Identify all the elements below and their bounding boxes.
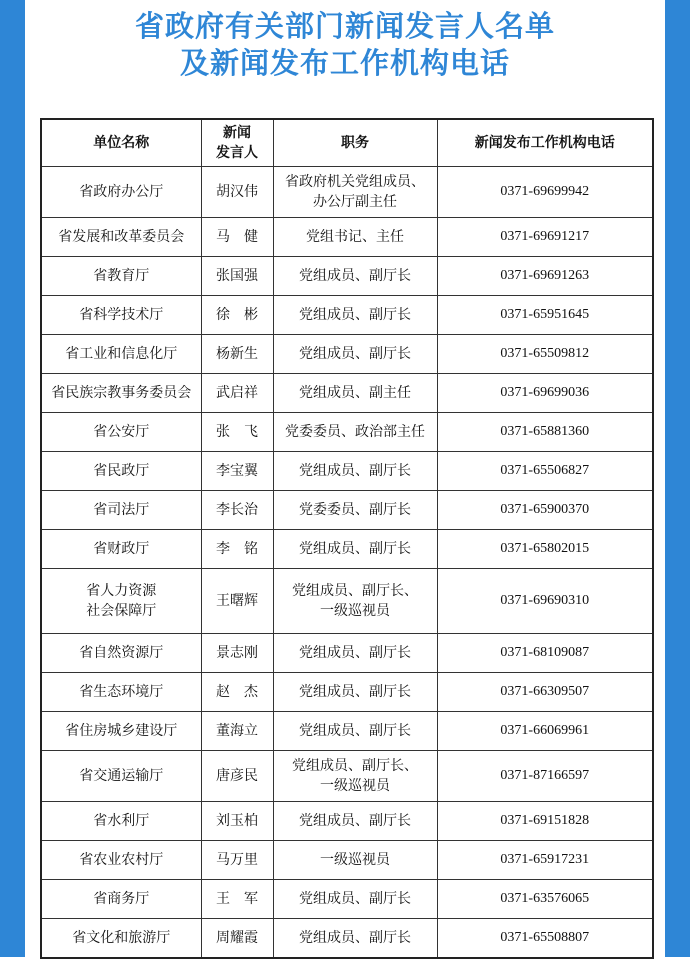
cell-phone: 0371-65802015: [437, 530, 653, 569]
table-row: [41, 167, 653, 218]
cell-unit: 省民族宗教事务委员会: [41, 374, 201, 413]
cell-spokesperson: 马 健: [201, 218, 273, 257]
table-row: [41, 919, 653, 959]
cell-position: 党组成员、副厅长: [273, 257, 437, 296]
cell-position: 党组成员、副厅长: [273, 335, 437, 374]
table-row: [41, 530, 653, 569]
cell-phone: 0371-69699036: [437, 374, 653, 413]
cell-position: 党组成员、副厅长: [273, 634, 437, 673]
cell-phone: 0371-65917231: [437, 841, 653, 880]
cell-phone: 0371-69690310: [437, 569, 653, 634]
table-row: [41, 802, 653, 841]
cell-spokesperson: 张国强: [201, 257, 273, 296]
cell-position: 一级巡视员: [273, 841, 437, 880]
cell-spokesperson: 武启祥: [201, 374, 273, 413]
cell-unit: 省科学技术厅: [41, 296, 201, 335]
cell-unit: 省住房城乡建设厅: [41, 712, 201, 751]
cell-unit: 省商务厅: [41, 880, 201, 919]
spokesperson-table: [40, 118, 654, 959]
cell-spokesperson: 徐 彬: [201, 296, 273, 335]
cell-unit: 省教育厅: [41, 257, 201, 296]
cell-position: 党组成员、副厅长: [273, 452, 437, 491]
cell-position: 党组成员、副厅长: [273, 880, 437, 919]
header-position: 职务: [273, 119, 437, 167]
cell-spokesperson: 李 铭: [201, 530, 273, 569]
cell-spokesperson: 张 飞: [201, 413, 273, 452]
cell-position: 党组成员、副厅长: [273, 530, 437, 569]
cell-unit: 省交通运输厅: [41, 751, 201, 802]
cell-spokesperson: 胡汉伟: [201, 167, 273, 218]
cell-position: 党组成员、副厅长: [273, 712, 437, 751]
table-row: [41, 374, 653, 413]
cell-phone: 0371-65506827: [437, 452, 653, 491]
table-row: [41, 634, 653, 673]
cell-unit: 省司法厅: [41, 491, 201, 530]
cell-unit: 省财政厅: [41, 530, 201, 569]
table-body: [41, 167, 653, 959]
cell-phone: 0371-65509812: [437, 335, 653, 374]
cell-unit: 省人力资源 社会保障厅: [41, 569, 201, 634]
cell-spokesperson: 周耀霞: [201, 919, 273, 959]
cell-spokesperson: 李宝翼: [201, 452, 273, 491]
table-row: [41, 452, 653, 491]
cell-unit: 省发展和改革委员会: [41, 218, 201, 257]
cell-unit: 省民政厅: [41, 452, 201, 491]
cell-position: 党组成员、副厅长: [273, 919, 437, 959]
header-spokesperson: 新闻 发言人: [201, 119, 273, 167]
cell-spokesperson: 王曙辉: [201, 569, 273, 634]
table-row: [41, 569, 653, 634]
table-row: [41, 491, 653, 530]
cell-unit: 省自然资源厅: [41, 634, 201, 673]
title-line-2: 及新闻发布工作机构电话: [179, 46, 510, 80]
title-line-1: 省政府有关部门新闻发言人名单: [134, 9, 555, 43]
cell-phone: 0371-69691217: [437, 218, 653, 257]
header-phone: 新闻发布工作机构电话: [437, 119, 653, 167]
cell-phone: 0371-65881360: [437, 413, 653, 452]
cell-phone: 0371-68109087: [437, 634, 653, 673]
cell-position: 党组成员、副厅长: [273, 673, 437, 712]
cell-position: 党组成员、副厅长: [273, 802, 437, 841]
page-title: [25, 8, 665, 82]
cell-position: 党组成员、副厅长、 一级巡视员: [273, 751, 437, 802]
cell-spokesperson: 景志刚: [201, 634, 273, 673]
cell-spokesperson: 杨新生: [201, 335, 273, 374]
table-row: [41, 673, 653, 712]
cell-phone: 0371-66069961: [437, 712, 653, 751]
right-accent-bar: [665, 0, 690, 957]
spokesperson-table-container: [40, 118, 652, 959]
cell-unit: 省文化和旅游厅: [41, 919, 201, 959]
cell-phone: 0371-65900370: [437, 491, 653, 530]
table-header-row: [41, 119, 653, 167]
cell-phone: 0371-87166597: [437, 751, 653, 802]
table-row: [41, 751, 653, 802]
table-row: [41, 880, 653, 919]
cell-spokesperson: 董海立: [201, 712, 273, 751]
cell-spokesperson: 李长治: [201, 491, 273, 530]
cell-position: 省政府机关党组成员、 办公厅副主任: [273, 167, 437, 218]
left-accent-bar: [0, 0, 25, 957]
cell-phone: 0371-69699942: [437, 167, 653, 218]
cell-phone: 0371-65508807: [437, 919, 653, 959]
table-row: [41, 841, 653, 880]
cell-spokesperson: 刘玉柏: [201, 802, 273, 841]
cell-phone: 0371-69691263: [437, 257, 653, 296]
table-row: [41, 218, 653, 257]
cell-phone: 0371-65951645: [437, 296, 653, 335]
cell-phone: 0371-63576065: [437, 880, 653, 919]
table-row: [41, 712, 653, 751]
cell-position: 党组成员、副厅长、 一级巡视员: [273, 569, 437, 634]
cell-position: 党委委员、副厅长: [273, 491, 437, 530]
cell-spokesperson: 王 军: [201, 880, 273, 919]
cell-spokesperson: 马万里: [201, 841, 273, 880]
cell-spokesperson: 唐彦民: [201, 751, 273, 802]
cell-position: 党组成员、副主任: [273, 374, 437, 413]
cell-position: 党组成员、副厅长: [273, 296, 437, 335]
cell-unit: 省公安厅: [41, 413, 201, 452]
cell-unit: 省生态环境厅: [41, 673, 201, 712]
table-row: [41, 413, 653, 452]
table-row: [41, 296, 653, 335]
cell-position: 党委委员、政治部主任: [273, 413, 437, 452]
cell-phone: 0371-69151828: [437, 802, 653, 841]
cell-unit: 省农业农村厅: [41, 841, 201, 880]
cell-phone: 0371-66309507: [437, 673, 653, 712]
table-row: [41, 257, 653, 296]
table-row: [41, 335, 653, 374]
cell-unit: 省水利厅: [41, 802, 201, 841]
header-unit: 单位名称: [41, 119, 201, 167]
cell-unit: 省政府办公厅: [41, 167, 201, 218]
cell-spokesperson: 赵 杰: [201, 673, 273, 712]
cell-unit: 省工业和信息化厅: [41, 335, 201, 374]
cell-position: 党组书记、主任: [273, 218, 437, 257]
